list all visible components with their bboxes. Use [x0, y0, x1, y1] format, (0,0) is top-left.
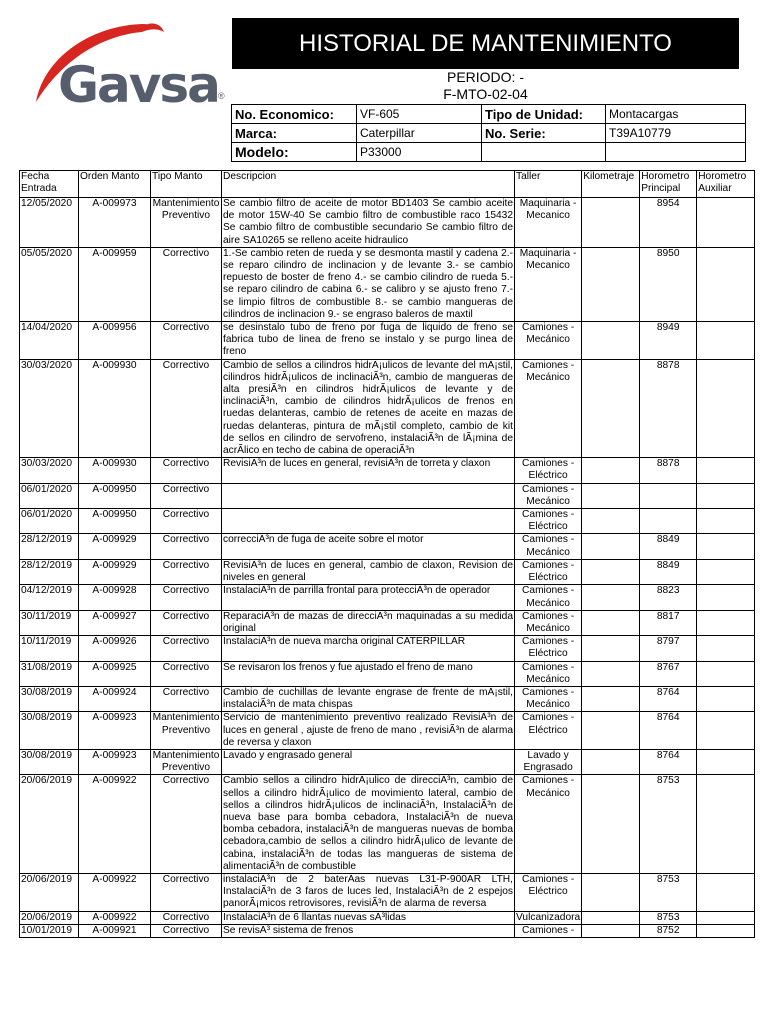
- cell-km: [582, 585, 640, 610]
- col-hor-principal-header: Horometro Principal: [640, 171, 697, 198]
- cell-horometro-auxiliar: [697, 924, 755, 937]
- company-logo: [30, 18, 230, 114]
- cell-descripcion: instalaciÃ³n de 2 baterÃas nuevas L31-P-900AR LTH, InstalaciÃ³n de 3 faros de luces led, InstalaciÃ³n de 2 espejos panorÃ¡micos retrovisores, revisiÃ³n de alarma de reversa: [223, 873, 513, 910]
- cell-horometro-principal: 8849: [640, 559, 697, 584]
- period-block: [232, 69, 739, 103]
- cell-fecha: 20/06/2019: [20, 873, 79, 911]
- table-row: [20, 247, 755, 321]
- cell-descripcion: se desinstalo tubo de freno por fuga de liquido de freno se fabrica tubo de linea de freno se instalo y se purgo linea de freno: [223, 322, 513, 358]
- maintenance-table: [19, 170, 755, 938]
- cell-taller: Maquinaria - Mecanico: [515, 247, 582, 321]
- table-row: [20, 458, 755, 483]
- cell-horometro-principal: 8753: [640, 911, 697, 924]
- cell-taller: Camiones - Eléctrico: [515, 873, 582, 911]
- cell-orden: A-009923: [79, 712, 151, 750]
- cell-horometro-principal: 8878: [640, 359, 697, 458]
- cell-tipo: Correctivo: [151, 458, 222, 483]
- cell-km: [582, 686, 640, 711]
- cell-tipo: Correctivo: [151, 873, 222, 911]
- cell-horometro-principal: 8767: [640, 661, 697, 686]
- cell-tipo: Correctivo: [151, 559, 222, 584]
- cell-km: [582, 661, 640, 686]
- cell-km: [582, 873, 640, 911]
- cell-horometro-principal: 8764: [640, 712, 697, 750]
- cell-horometro-principal: 8817: [640, 610, 697, 635]
- cell-descripcion: RevisiÃ³n de luces en general, cambio de claxon, Revision de niveles en general: [223, 559, 513, 584]
- cell-tipo: Mantenimiento Preventivo: [151, 749, 222, 774]
- cell-tipo: Correctivo: [151, 509, 222, 534]
- cell-taller: Camiones -: [515, 924, 582, 937]
- cell-orden: A-009923: [79, 749, 151, 774]
- cell-horometro-auxiliar: [697, 509, 755, 534]
- cell-descripcion: ReparaciÃ³n de mazas de direcciÃ³n maquinadas a su medida original: [223, 610, 513, 634]
- no-serie-value: T39A10779: [606, 124, 746, 143]
- col-fecha-header: Fecha Entrada: [20, 171, 79, 198]
- table-row: [20, 775, 755, 874]
- cell-horometro-principal: 8878: [640, 458, 697, 483]
- col-km-header: Kilometraje: [582, 171, 640, 198]
- cell-tipo: Correctivo: [151, 247, 222, 321]
- cell-km: [582, 247, 640, 321]
- cell-taller: Lavado y Engrasado: [515, 749, 582, 774]
- cell-horometro-auxiliar: [697, 636, 755, 661]
- cell-descripcion: Se revisÃ³ sistema de frenos: [222, 924, 515, 937]
- table-row: [20, 686, 755, 711]
- table-row: [20, 749, 755, 774]
- cell-horometro-auxiliar: [697, 559, 755, 584]
- cell-taller: Camiones - Mecánico: [515, 661, 582, 686]
- cell-fecha: 10/01/2019: [20, 924, 79, 937]
- cell-tipo: Correctivo: [151, 483, 222, 508]
- cell-orden: A-009929: [79, 534, 151, 559]
- cell-km: [582, 712, 640, 750]
- cell-orden: A-009922: [79, 911, 151, 924]
- cell-horometro-principal: 8954: [640, 198, 697, 248]
- no-economico-label: No. Economico:: [232, 105, 357, 124]
- table-row: [20, 610, 755, 635]
- cell-tipo: Correctivo: [151, 585, 222, 610]
- col-tipo-header: Tipo Manto: [151, 171, 222, 198]
- col-orden-header: Orden Manto: [79, 171, 151, 198]
- cell-horometro-auxiliar: [697, 247, 755, 321]
- table-row: [20, 585, 755, 610]
- cell-fecha: 20/06/2019: [20, 911, 79, 924]
- cell-taller: Camiones - Eléctrico: [515, 559, 582, 584]
- cell-orden: A-009921: [79, 924, 151, 937]
- cell-descripcion: [222, 483, 515, 508]
- cell-horometro-auxiliar: [697, 775, 755, 874]
- cell-horometro-auxiliar: [697, 661, 755, 686]
- cell-km: [582, 458, 640, 483]
- cell-km: [582, 322, 640, 360]
- cell-taller: Vulcanizadora: [516, 911, 581, 923]
- table-row: [20, 509, 755, 534]
- cell-orden: A-009922: [79, 873, 151, 911]
- cell-horometro-principal: 8753: [640, 775, 697, 874]
- cell-horometro-auxiliar: [697, 322, 755, 360]
- cell-descripcion: 1.-Se cambio reten de rueda y se desmonta mastil y cadena 2.- se reparo cilindro de inclinacion y de levante 3.- se cambio repuesto de boster de freno 4.- se cambio cilindro de rueda 5.- se reparo cilindro de cabina 6.- se calibro y se ajusto freno 7.- se limpio filtros de combustible 8.- se cambio mangueras de cilindros de inclinacion 9.- se engraso baleros de maxtil: [223, 247, 513, 320]
- cell-taller: Camiones - Mecánico: [515, 483, 582, 508]
- cell-km: [582, 559, 640, 584]
- cell-descripcion: Se cambio filtro de aceite de motor BD1403 Se cambio aceite de motor 15W-40 Se cambio filtro de combustible raco 15432 Se cambio filtro de combustible secundario Se cambio filtro de aire SA10265 se relleno aceite hidraulico: [223, 198, 513, 246]
- cell-horometro-principal: 8823: [640, 585, 697, 610]
- cell-taller: Camiones - Eléctrico: [515, 712, 582, 750]
- cell-orden: A-009930: [79, 458, 151, 483]
- empty-cell: [606, 143, 746, 162]
- cell-tipo: Mantenimiento Preventivo: [151, 712, 222, 750]
- cell-descripcion: InstalaciÃ³n de nueva marcha original CATERPILLAR: [222, 636, 515, 661]
- table-row: [20, 712, 755, 750]
- cell-tipo: Correctivo: [151, 775, 222, 874]
- empty-cell: [482, 143, 606, 162]
- table-row: [20, 559, 755, 584]
- cell-fecha: 10/11/2019: [20, 636, 79, 661]
- modelo-label: Modelo:: [232, 143, 357, 162]
- cell-horometro-principal: 8752: [640, 924, 697, 937]
- cell-taller: Camiones - Mecánico: [515, 775, 582, 874]
- cell-fecha: 30/08/2019: [20, 749, 79, 774]
- cell-tipo: Correctivo: [151, 322, 222, 360]
- cell-descripcion: Se revisaron los frenos y fue ajustado el freno de mano: [222, 661, 515, 686]
- cell-descripcion: correcciÃ³n de fuga de aceite sobre el motor: [222, 534, 515, 559]
- cell-orden: A-009929: [79, 559, 151, 584]
- cell-horometro-auxiliar: [697, 911, 755, 924]
- no-serie-label: No. Serie:: [482, 124, 606, 143]
- cell-fecha: 05/05/2020: [20, 247, 79, 321]
- cell-tipo: Mantenimiento Preventivo: [151, 198, 222, 248]
- cell-tipo: Correctivo: [151, 610, 222, 635]
- table-row: [20, 924, 755, 937]
- page-title: HISTORIAL DE MANTENIMIENTO: [232, 18, 739, 69]
- cell-taller: Camiones - Mecánico: [515, 534, 582, 559]
- cell-descripcion: Lavado y engrasado general: [222, 749, 515, 774]
- cell-orden: A-009973: [79, 198, 151, 248]
- cell-orden: A-009925: [79, 661, 151, 686]
- marca-value: Caterpillar: [357, 124, 482, 143]
- cell-horometro-auxiliar: [697, 686, 755, 711]
- vehicle-info-table: [231, 104, 746, 162]
- cell-descripcion: InstalaciÃ³n de parrilla frontal para protecciÃ³n de operador: [222, 585, 515, 610]
- cell-taller: Maquinaria - Mecanico: [515, 198, 582, 248]
- cell-horometro-principal: 8949: [640, 322, 697, 360]
- cell-taller: Camiones - Eléctrico: [515, 509, 582, 534]
- cell-horometro-principal: 8849: [640, 534, 697, 559]
- modelo-value: P33000: [357, 143, 482, 162]
- cell-orden: A-009928: [79, 585, 151, 610]
- cell-fecha: 30/03/2020: [20, 458, 79, 483]
- cell-horometro-auxiliar: [697, 712, 755, 750]
- cell-orden: A-009927: [79, 610, 151, 635]
- cell-horometro-auxiliar: [697, 585, 755, 610]
- cell-taller: Camiones - Mecánico: [515, 686, 582, 711]
- cell-orden: A-009930: [79, 359, 151, 458]
- cell-descripcion: Servicio de mantenimiento preventivo realizado RevisiÃ³n de luces en general , ajuste de freno de mano , revisiÃ³n de alarma de reversa y claxon: [223, 712, 513, 748]
- logo-text: Gavsa: [58, 56, 219, 114]
- cell-km: [582, 924, 640, 937]
- cell-orden: A-009922: [79, 775, 151, 874]
- cell-fecha: 30/08/2019: [20, 712, 79, 750]
- cell-descripcion: [222, 509, 515, 534]
- table-row: [20, 873, 755, 911]
- form-code: F-MTO-02-04: [443, 86, 528, 102]
- cell-km: [582, 534, 640, 559]
- cell-fecha: 20/06/2019: [20, 775, 79, 874]
- table-row: [20, 322, 755, 360]
- cell-orden: A-009956: [79, 322, 151, 360]
- cell-fecha: 30/08/2019: [20, 686, 79, 711]
- cell-horometro-auxiliar: [697, 610, 755, 635]
- table-row: [20, 359, 755, 458]
- cell-tipo: Correctivo: [151, 359, 222, 458]
- cell-horometro-principal: 8753: [640, 873, 697, 911]
- cell-km: [582, 749, 640, 774]
- cell-horometro-principal: 8797: [640, 636, 697, 661]
- cell-orden: A-009959: [79, 247, 151, 321]
- periodo-text: PERIODO: -: [446, 69, 524, 85]
- cell-horometro-auxiliar: [697, 458, 755, 483]
- cell-fecha: 28/12/2019: [20, 559, 79, 584]
- cell-tipo: Correctivo: [151, 661, 222, 686]
- table-header-row: [20, 171, 755, 198]
- cell-km: [582, 509, 640, 534]
- cell-km: [582, 610, 640, 635]
- cell-tipo: Correctivo: [151, 636, 222, 661]
- col-hor-auxiliar-header: Horometro Auxiliar: [697, 171, 755, 198]
- cell-descripcion: Cambio de sellos a cilindros hidrÃ¡ulicos de levante del mÃ¡stil, cilindros hidrÃ¡ulicos de inclinaciÃ³n, cambio de mangueras de alta presiÃ³n en cilindros hidrÃ¡ulicos de levante y de inclinaciÃ³n, cambio de cilindros hidrÃ¡ulicos de frenos en ruedas delanteras, cambio de retenes de aceite en mazas de ruedas delanteras, pintura de mÃ¡stil completo, cambio de kit de sellos en cilindro de servofreno, instalaciÃ³n de lÃ¡mina de acrÃlico en techo de cabina de operaciÃ³n: [223, 359, 513, 457]
- cell-taller: Camiones - Eléctrico: [515, 458, 582, 483]
- cell-tipo: Correctivo: [151, 911, 222, 924]
- cell-km: [582, 483, 640, 508]
- cell-horometro-principal: [640, 509, 697, 534]
- tipo-unidad-label: Tipo de Unidad:: [482, 105, 606, 124]
- cell-km: [582, 636, 640, 661]
- cell-taller: Camiones - Eléctrico: [515, 636, 582, 661]
- table-row: [20, 483, 755, 508]
- cell-orden: A-009950: [79, 509, 151, 534]
- cell-descripcion: RevisiÃ³n de luces en general, revisiÃ³n de torreta y claxon: [222, 458, 515, 483]
- cell-descripcion: Cambio sellos a cilindro hidrÃ¡ulico de direcciÃ³n, cambio de sellos a cilindro hidrÃ¡ulico de movimiento lateral, cambio de sellos a cilindros hidrÃ¡ulicos de inclinaciÃ³n, InstalaciÃ³n de nueva base para bomba cebadora, InstalaciÃ³n de nueva bomba cebadora, instalaciÃ³n de mangueras nuevas de bomba cebadora,cambio de sellos a cilindro hidrÃ¡ulico de levante de cabina, instalaciÃ³n de todas las mangueras de sistema de alimentaciÃ³n de combustible: [223, 775, 513, 872]
- cell-taller: Camiones - Mecánico: [515, 610, 582, 635]
- cell-fecha: 31/08/2019: [20, 661, 79, 686]
- cell-fecha: 06/01/2020: [20, 483, 79, 508]
- cell-descripcion: Cambio de cuchillas de levante engrase de frente de mÃ¡stil, instalaciÃ³n de mata chispas: [223, 686, 513, 711]
- cell-horometro-auxiliar: [697, 534, 755, 559]
- cell-horometro-principal: 8950: [640, 247, 697, 321]
- cell-taller: Camiones - Mecánico: [515, 359, 582, 458]
- col-taller-header: Taller: [515, 171, 582, 198]
- cell-tipo: Correctivo: [151, 534, 222, 559]
- cell-taller: Camiones - Mecánico: [515, 322, 582, 360]
- cell-fecha: 30/03/2020: [20, 359, 79, 458]
- marca-label: Marca:: [232, 124, 357, 143]
- cell-fecha: 14/04/2020: [20, 322, 79, 360]
- tipo-unidad-value: Montacargas: [606, 105, 746, 124]
- cell-tipo: Correctivo: [151, 686, 222, 711]
- cell-horometro-principal: 8764: [640, 686, 697, 711]
- cell-km: [582, 198, 640, 248]
- cell-taller: Camiones - Mecánico: [515, 585, 582, 610]
- cell-km: [582, 911, 640, 924]
- registered-mark: ®: [218, 91, 225, 101]
- cell-horometro-principal: 8764: [640, 749, 697, 774]
- cell-km: [582, 775, 640, 874]
- no-economico-value: VF-605: [357, 105, 482, 124]
- table-row: [20, 636, 755, 661]
- col-descripcion-header: Descripcion: [222, 171, 515, 198]
- cell-horometro-auxiliar: [697, 359, 755, 458]
- table-row: [20, 534, 755, 559]
- table-row: [20, 661, 755, 686]
- table-row: [20, 198, 755, 248]
- cell-fecha: 28/12/2019: [20, 534, 79, 559]
- cell-orden: A-009926: [79, 636, 151, 661]
- cell-fecha: 30/11/2019: [20, 610, 79, 635]
- cell-descripcion: InstalaciÃ³n de 6 llantas nuevas sÃ³lidas: [222, 911, 515, 924]
- cell-fecha: 12/05/2020: [20, 198, 79, 248]
- cell-fecha: 04/12/2019: [20, 585, 79, 610]
- table-row: [20, 911, 755, 924]
- cell-tipo: Correctivo: [151, 924, 222, 937]
- cell-horometro-principal: [640, 483, 697, 508]
- cell-km: [582, 359, 640, 458]
- cell-horometro-auxiliar: [697, 483, 755, 508]
- cell-fecha: 06/01/2020: [20, 509, 79, 534]
- cell-horometro-auxiliar: [697, 873, 755, 911]
- cell-horometro-auxiliar: [697, 749, 755, 774]
- cell-orden: A-009924: [79, 686, 151, 711]
- cell-horometro-auxiliar: [697, 198, 755, 248]
- cell-orden: A-009950: [79, 483, 151, 508]
